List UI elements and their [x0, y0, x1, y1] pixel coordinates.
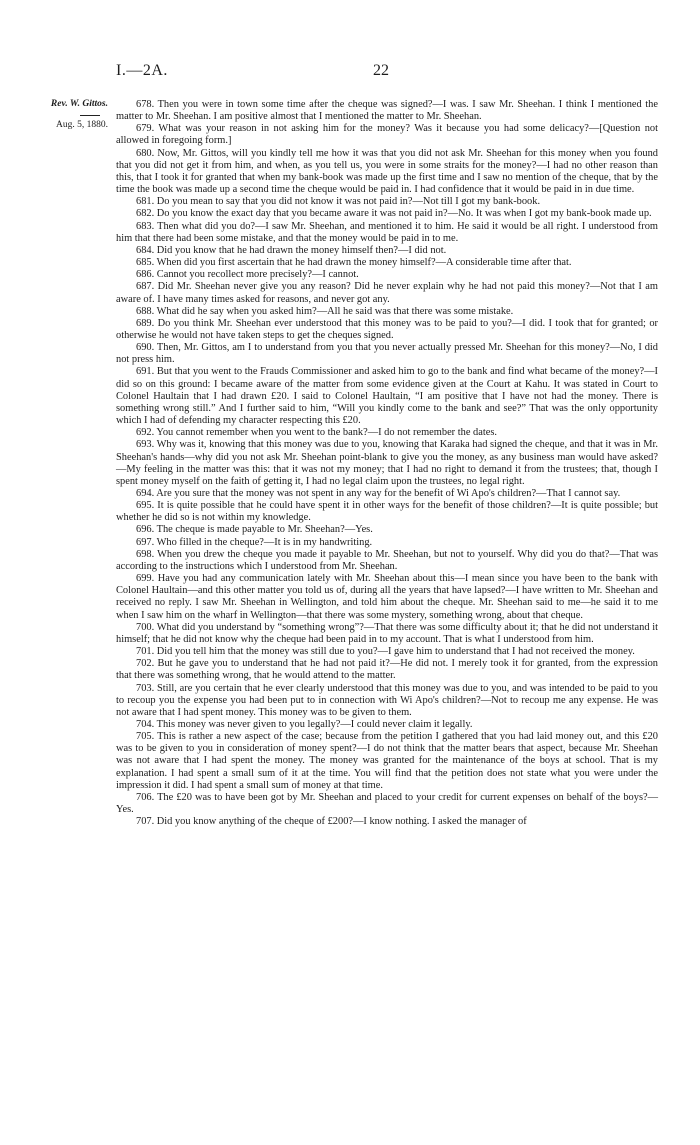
margin-date: Aug. 5, 1880. — [56, 120, 108, 130]
question-690: 690. Then, Mr. Gittos, am I to understand from you that you never actually pressed Mr. Sheehan for this money?—No, I did not press him. — [116, 342, 658, 366]
question-706: 706. The £20 was to have been got by Mr. Sheehan and placed to your credit for current expenses on behalf of the boys?—Yes. — [116, 791, 658, 816]
page-number: 22 — [373, 62, 389, 79]
question-689: 689. Do you think Mr. Sheehan ever understood that this money was to be paid to you?—I did. I took that for granted; or otherwise he would not have taken steps to get the cheques signed. — [116, 317, 658, 341]
question-695: 695. It is quite possible that he could have spent it in other ways for the benefit of those children?—It is quite possible; but whether he did so is not within my knowledge. — [116, 500, 658, 524]
testimony-body — [116, 99, 658, 828]
question-704: 704. This money was never given to you legally?—I could never claim it legally. — [136, 718, 473, 730]
question-693: 693. Why was it, knowing that this money was due to you, knowing that Karaka had signed the cheque, and that it was in Mr. Sheehan's hands—why did you not ask Mr. Sheehan point-blank to give you the money, as any business man would have asked?—My feeling in the matter was this: that it was not my money; that I had no right to demand it from the trustees; that, though I spent money myself on the faith of getting it, I had no legal claim upon the trustees, no legal right. — [116, 439, 658, 487]
question-698: 698. When you drew the cheque you made it payable to Mr. Sheehan, but not to yourself. Why did you do that?—That was according to the instructions which I understood from Mr. Sheehan. — [116, 548, 658, 572]
question-691: 691. But that you went to the Frauds Commissioner and asked him to go to the bank and find what became of the money?—I did so on this ground: I became aware of the matter from some evidence given at the Court at Kahu. It was stated in Court to Colonel Haultain that I had drawn £20. I said to Colonel Haultain, “I am positive that I have not had the money. There is something wrong still.” And I further said to him, “Will you kindly come to the bank and see?” That was the only opportunity which I had of defending my character respecting this £20. — [116, 366, 658, 427]
margin-notes — [30, 99, 110, 130]
question-688: 688. What did he say when you asked him?—All he said was that there was some mistake. — [136, 305, 514, 317]
margin-witness-name: Rev. W. Gittos. — [50, 99, 108, 109]
question-699: 699. Have you had any communication lately with Mr. Sheehan about this—I mean since you have been to the bank with Colonel Haultain—and this other matter you told us of, during all the years that have lapsed?—I have written to Mr. Sheehan and received no reply. I saw Mr. Sheehan in Wellington, and told him about the cheque. Mr. Sheehan said to me—he said it to me when I saw him on the wharf in Wellington—that there was some mystery, something wrong, about that cheque. — [116, 573, 658, 621]
question-697: 697. Who filled in the cheque?—It is in my handwriting. — [136, 536, 373, 548]
question-703: 703. Still, are you certain that he ever clearly understood that this money was due to you, and was intended to be paid to you to recoup you the expense you had been put to in connection with Wi Apo's children?—Not to recoup me any expense. He was not aware that I had spent money. This money was to be given to them. — [116, 682, 658, 718]
question-700: 700. What did you understand by “something wrong”?—That there was some difficulty about it; that he did not understand it himself; that he did not know why the cheque had been paid in to my account. That is what I understood from him. — [116, 621, 658, 645]
question-683: 683. Then what did you do?—I saw Mr. Sheehan, and mentioned it to him. He said it would be all right. I understood from him that there had been some mistake, and that the money would be paid in to me. — [116, 220, 658, 244]
question-705: 705. This is rather a new aspect of the case; because from the petition I gathered that you had laid money out, and this £20 was to be given to you in consideration of money spent?—I do not think that the matter bears that aspect, because Mr. Sheehan was not aware that I had spent the money. The money was granted for the maintenance of the boys at school. That is my explanation. I had spent a small sum of it at the time. You will find that the petition does not state what you were under the impression it did. I had spent a small sum of money at that time. — [116, 731, 658, 791]
margin-divider — [80, 115, 100, 116]
question-702: 702. But he gave you to understand that he had not paid it?—He did not. I merely took it for granted, from the expression that there was something wrong, that he would attend to the matter. — [116, 658, 658, 682]
question-696: 696. The cheque is made payable to Mr. Sheehan?—Yes. — [136, 524, 373, 536]
question-707: 707. Did you know anything of the cheque of £200?—I know nothing. I asked the manager of — [136, 816, 527, 828]
question-678: 678. Then you were in town some time after the cheque was signed?—I was. I saw Mr. Sheehan. I think I mentioned the matter to Mr. Sheehan. I am positive almost that I mentioned the matter to Mr. Sheehan. — [116, 99, 658, 123]
document-reference: I.—2A. — [116, 62, 168, 79]
question-694: 694. Are you sure that the money was not spent in any way for the benefit of Wi Apo's children?—That I cannot say. — [136, 488, 621, 499]
question-687: 687. Did Mr. Sheehan never give you any reason? Did he never explain why he had not paid this money?—Not that I am aware of. I have many times asked for reasons, and never got any. — [116, 281, 658, 305]
question-680: 680. Now, Mr. Gittos, will you kindly tell me how it was that you did not ask Mr. Sheehan for this money when you found that you did not get it from him, and when, as you tell us, you were in some straits for the money?—I had no other reason than this, that I took it for granted that when my bank-book was made up the first time and I saw no mention of the cheque, that by the time the book was made up a second time the cheque would be paid in. I had confidence that it would be paid in in due time. — [116, 147, 658, 196]
question-682: 682. Do you know the exact day that you became aware it was not paid in?—No. It was when I got my bank-book made up. — [136, 208, 652, 220]
question-685: 685. When did you first ascertain that he had drawn the money himself?—A considerable time after that. — [136, 257, 572, 269]
question-686: 686. Cannot you recollect more precisely?—I cannot. — [136, 269, 359, 281]
question-679: 679. What was your reason in not asking him for the money? Was it because you had some delicacy?—[Question not allowed in foregoing form.] — [116, 123, 658, 147]
question-684: 684. Did you know that he had drawn the money himself then?—I did not. — [136, 244, 447, 256]
question-701: 701. Did you tell him that the money was still due to you?—I gave him to understand that I had not received the money. — [136, 646, 635, 658]
page-header — [0, 62, 700, 82]
question-681: 681. Do you mean to say that you did not know it was not paid in?—Not till I got my bank-book. — [136, 196, 541, 208]
question-692: 692. You cannot remember when you went to the bank?—I do not remember the dates. — [136, 427, 497, 439]
